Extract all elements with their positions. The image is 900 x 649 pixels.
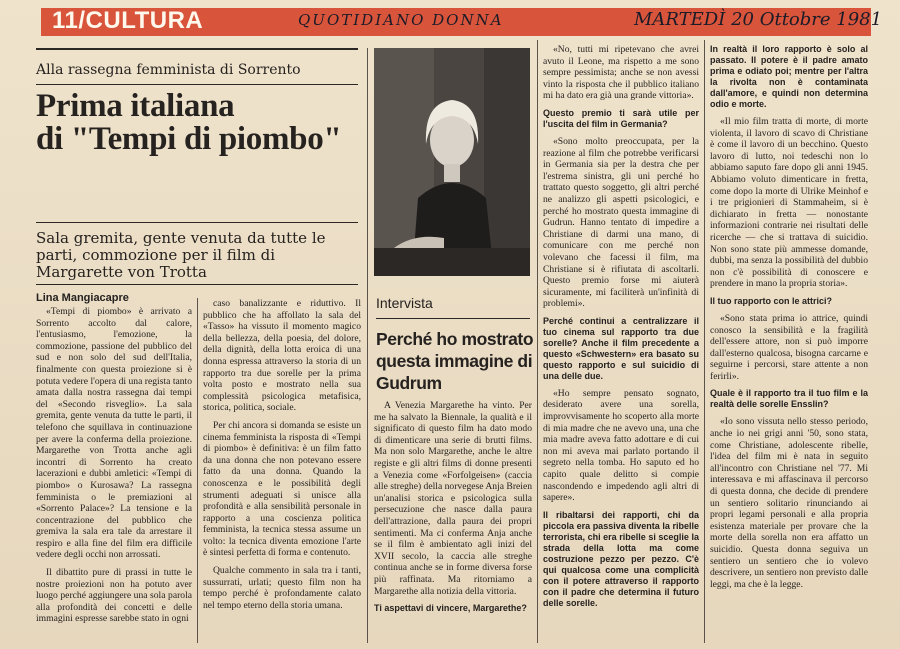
- column-4: [543, 44, 699, 644]
- top-rule: [36, 48, 358, 50]
- column-3-paragraph: A Venezia Margarethe ha vinto. Per me ha salvato la Biennale, la qualità e il significato di questo film ha dato modo di dimenticare una serie di brutti films. Ma non solo Margarethe, anche le altre registe e gli altri films di donne presenti a Venezia come «Forfolgeisen» (caccia alle streghe) della norvegese Anja Breien un'analisi storica e psicologica sulla persecuzione che nasce dalla paura dell'attrazione, dalla paura dei propri sentimenti. Ma ci conferma Anja anche se il film è ambientato agli inizi del XVII secolo, la caccia alle streghe continua anche se in forme diversa forse più raffinata. Ma ritorniamo a Margarethe alla notizia della vittoria.: [374, 400, 532, 597]
- column-5-paragraph: «Sono stata prima io attrice, quindi conosco la sensibilità e la fragilità dell'essere attore, non si può imporre dall'esterno qualcosa, bisogna carcarne e seguirne i percorsi, stare attente a non ferirli».: [710, 312, 868, 382]
- handwritten-date: MARTEDÌ 20 Ottobre 1981: [634, 9, 883, 30]
- subtitle-top-rule: [36, 222, 358, 223]
- column-4-paragraph: «Ho sempre pensato sognato, desiderato avere una sorella, improvvisamente ho scoperto alla morte di mia madre che ne avevo una, una che mia madre aveva fatto adottare e di cui non mi aveva mai parlato portando il segreto nella tomba. Ho saputo ed ho capito quale delitto si compie nascondendo e impedendo agli altri di sapere».: [543, 387, 699, 504]
- column-5: [710, 44, 868, 644]
- column-2: [203, 298, 361, 646]
- title-line-1: Prima italiana: [36, 88, 235, 124]
- interview-title: Perché ho mostrato questa immagine di Gudrum: [376, 329, 534, 393]
- column-divider: [197, 298, 198, 643]
- portrait-illustration: [374, 48, 530, 276]
- column-2-paragraph: Qualche commento in sala tra i tanti, sussurrati, urlati; questo film non ha tempo perché è profondamente calato nel tempo eterno della storia umana.: [203, 565, 361, 611]
- column-4-paragraph: «Sono molto preoccupata, per la reazione al film che potrebbe verificarsi in Germania sia per la destra che per l'estrema sinistra, gli uni perché ho trattato questo soggetto, gli altri perché ne analizzo gli aspetti psicologici, e perché ho mostrato questa immagine di Gudrun. Hanno tentato di impedire a Christiane di darmi una mano, di comunicare con me perché non volevano che facessi il film, ma Christiane si è rifiutata di ascoltarli. Questo premio forse mi aiuterà sicuramente, mi faciliterà un'infinità di problemi».: [543, 135, 699, 310]
- title-line-2: di "Tempi di piombo": [36, 121, 342, 157]
- column-1-paragraph: Il dibattito pure di prassi in tutte le nostre proiezioni non ha potuto aver luogo perché aggiungere una sola parola alla profondità dei concetti e delle immagini espresse sarebbe stato in ogni: [36, 567, 192, 625]
- kicker-rule: [36, 84, 358, 85]
- column-divider: [537, 40, 538, 643]
- column-2-paragraph: Per chi ancora si domanda se esiste un cinema femminista la risposta di «Tempi di piombo» è definitiva: è un film fatto da una donna che non potevano essere fatto da una donna. Quando la conoscenza e le possibilità degli strumenti adeguati si unisce alla profondità e alla sensibilità personale in rapporto a una coscienza politica femminista, la tecnica stessa assume un volto: la tecnica diventa emozione l'arte è sintesi perfetta di forma e contenuto.: [203, 419, 361, 559]
- interview-label: Intervista: [376, 295, 433, 311]
- article-subtitle: Sala gremita, gente venuta da tutte le parti, commozione per il film di Margarette von Trotta: [36, 229, 326, 281]
- portrait-photo: [374, 48, 530, 276]
- column-4-question: Perché continui a centralizzare il tuo cinema sul rapporto tra due sorelle? Anche il film precedente a questo «Schwestern» era basato su questo rapporto e sul suicidio di una delle due.: [543, 315, 699, 381]
- column-3: [374, 400, 532, 645]
- column-1: [36, 306, 192, 646]
- subtitle-bottom-rule: [36, 284, 358, 285]
- interview-rule: [376, 318, 530, 319]
- column-divider: [367, 48, 368, 643]
- column-divider: [704, 40, 705, 643]
- handwritten-newspaper-name: QUOTIDIANO DONNA: [298, 11, 504, 29]
- section-label: 11/CULTURA: [52, 7, 204, 34]
- column-1-paragraph: «Tempi di piombo» è arrivato a Sorrento accolto dal calore, l'entusiasmo, l'emozione, la commozione, passione del pubblico del sud e non solo del sud dell'Italia, finalmente con questa proiezione si è potuta vedere l'opera di una regista tanto amata dalla nostra rassegna dai tempi del «Secondo risveglio». La sala gremita, gente venuta da tutte le parti, il telefono che squillava in continuazione per avere la conferma della proiezione. Margarethe von Trotta anche agli incontri di Sorrento ha creato lacerazioni e dubbi amletici: «Tempi di piombo» o Kurosawa? La rassegna femminista o le premiazioni al «Sorrento Palace»? La tensione e la concentrazione del pubblico che gremiva la sala era tale da arrestare il respiro e alla fine del film era difficile vedere degli occhi non arrossati.: [36, 306, 192, 561]
- column-5-question: Il tuo rapporto con le attrici?: [710, 295, 833, 306]
- column-5-paragraph: «Il mio film tratta di morte, di morte violenta, il lavoro di scavo di Christiane è come il lavoro di un becchino. Questo lavoro di lutto, noi tedeschi non lo abbiamo saputo fare dopo gli anni 1945. Abbiamo voluto dimenticare in fretta, come dopo la morte di Ulrike Meinhof e i tre prigionieri di Stammaheim, si è dichiarato in fretta — nonostante informazioni contrarie nei risultati delle ricerche — che si trattava di suicidio. Non sono state più ammesse domande, dubbi, ma senza la possibilità del dubbio non c'è possibilità di conoscere e prendere in mano la propria storia».: [710, 116, 868, 290]
- article-kicker: Alla rassegna femminista di Sorrento: [36, 62, 301, 78]
- author-byline: Lina Mangiacapre: [36, 292, 129, 304]
- article-title: [36, 90, 341, 156]
- column-4-question: Questo premio ti sarà utile per l'uscita del film in Germania?: [543, 107, 699, 129]
- column-4-paragraph: «No, tutti mi ripetevano che avrei avuto il Leone, ma rispetto a me sono sempre pessimista; anche se non avessi vinto la risposta che il pubblico italiano mi ha dato era già una grande vittoria».: [543, 44, 699, 102]
- column-5-question: In realtà il loro rapporto è solo al passato. Il potere è il padre amato prima e odiato poi; mentre per l'altra la rivolta non è contaminata dall'amore, e quindi non determina odio e morte.: [710, 44, 868, 109]
- column-3-question: Ti aspettavi di vincere, Margarethe?: [374, 603, 527, 614]
- column-4-question: Il ribaltarsi dei rapporti, chi da piccola era passiva diventa la ribelle terrorista, chi era ribelle si sceglie la strada della lotta ma come costruzione pezzo per pezzo. C'è qui qualcosa come una complicità con il potere attraverso il rapporto con il padre che determina il futuro delle sorelle.: [543, 509, 699, 608]
- column-5-paragraph: «Io sono vissuta nello stesso periodo, anche io nei grigi anni '50, sono stata, come Christiane, adolescente ribelle, l'idea del film mi è nata in seguito all'incontro con Christiane nel '77. Mi interessava e mi affascinava il percorso di questa donna, che decide di prendere un sentiero solitario rinunciando ai propri legami personali e alla propria esistenza materiale per provare che la morte della sorella non era affatto un suicidio. Questa donna seguiva un sentiero un sentiero che io volevo descrivere, un sentiero non previsto dalle leggi, ma che è la legge.: [710, 416, 868, 590]
- column-5-question: Quale è il rapporto tra il tuo film e la realtà delle sorelle Ensslin?: [710, 388, 868, 410]
- column-2-paragraph: caso banalizzante e riduttivo. Il pubblico che ha affollato la sala del «Tasso» ha vissuto il momento magico della bellezza, della poesia, del dolore, della dignità, della lotta eroica di una donna espressa attraverso la storia di un rapporto tra due sorelle per la prima volta posto e mostrato nella sua complessità psicologica metafisica, storica, politica, sociale.: [203, 298, 361, 414]
